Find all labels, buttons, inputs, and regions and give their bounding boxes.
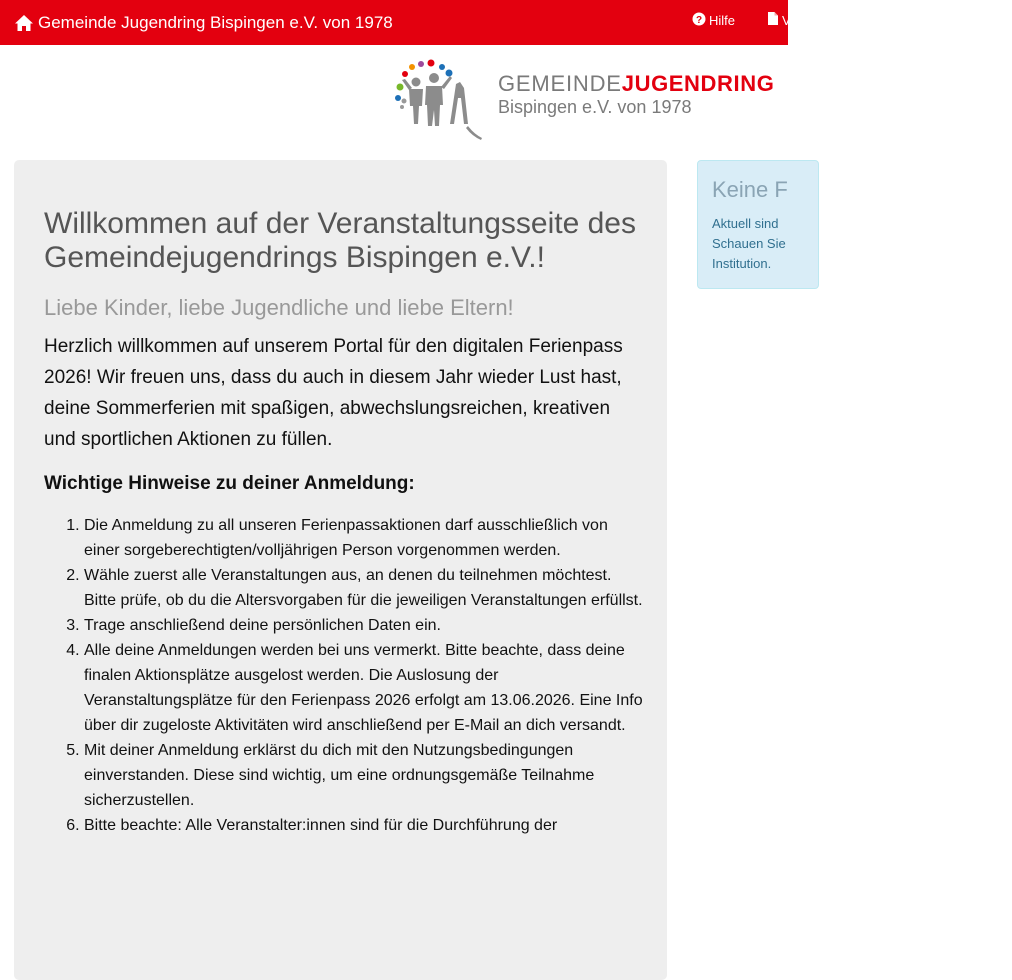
rule-item: 6. Bitte beachte: Alle Veranstalter:innen sind für die Durchführung der [84,813,644,838]
greeting-subtitle: Liebe Kinder, liebe Jugendliche und liebe Eltern! [44,295,514,320]
no-events-info-box [697,160,819,289]
rule-item: 4. Alle deine Anmeldungen werden bei uns vermerkt. Bitte beachte, dass deine finalen Aktionsplätze ausgelost werden. Die Auslosung der Veranstaltungsplätze für den Ferienpass 2026 erfolgt am 13.06.2026. Eine Info über dir zugeloste Aktivitäten wird anschließend per E-Mail an dich versandt. [84,638,644,738]
info-box-text [712,214,1012,274]
info-box-line: Aktuell sind [712,216,779,231]
top-navbar [0,0,791,45]
info-box-line: Institution. [712,256,772,271]
rules-list [44,513,644,838]
document-link[interactable] [768,0,791,40]
help-label: Hilfe [709,12,736,28]
notes-heading: Wichtige Hinweise zu deiner Anmeldung: [44,473,415,494]
info-box-line: Schauen Sie [712,236,786,251]
site-logo[interactable] [390,58,782,142]
page-title: Willkommen auf der Veranstaltungsseite des Gemeindejugendrings Bispingen e.V.! [44,207,636,274]
document-label: V [782,12,791,28]
rule-item: 1. Die Anmeldung zu all unseren Ferienpassaktionen darf ausschließlich von einer sorgeberechtigten/volljährigen Person vorgenommen werden. [84,513,644,563]
logo-subtitle: Bispingen e.V. von 1978 [498,97,692,117]
logo-name-part1: GEMEINDE [498,71,622,96]
question-circle-icon [692,12,706,29]
help-link[interactable] [692,0,735,40]
brand-label: Gemeinde Jugendring Bispingen e.V. von 1978 [38,12,393,32]
brand-home-link[interactable] [14,0,393,45]
intro-paragraph: Herzlich willkommen auf unserem Portal für den digitalen Ferienpass 2026! Wir freuen uns, dass du auch in diesem Jahr wieder Lust hast, deine Sommerferien mit spaßigen, abwechslungsreichen, kreativen und sportlichen Aktionen zu füllen. [44,336,623,450]
svg-text:?: ? [695,14,703,26]
logo-name-part2: JUGENDRING [621,71,775,96]
logo-wordmark [498,71,774,97]
rule-item: 5. Mit deiner Anmeldung erklärst du dich mit den Nutzungsbedingungen einverstanden. Diese sind wichtig, um eine ordnungsgemäße Teilnahme sicherzustellen. [84,738,644,813]
logo-figures-icon [390,58,495,142]
document-icon [768,12,778,28]
home-icon [14,14,34,32]
info-box-title: Keine F [712,177,788,202]
rule-item: 2. Wähle zuerst alle Veranstaltungen aus, an denen du teilnehmen möchtest. Bitte prüfe, ob du die Altersvorgaben für die jeweiligen Veranstaltungen erfüllst. [84,563,644,613]
welcome-panel [14,160,667,980]
welcome-content [44,207,644,838]
rule-item: 3. Trage anschließend deine persönlichen Daten ein. [84,613,644,638]
